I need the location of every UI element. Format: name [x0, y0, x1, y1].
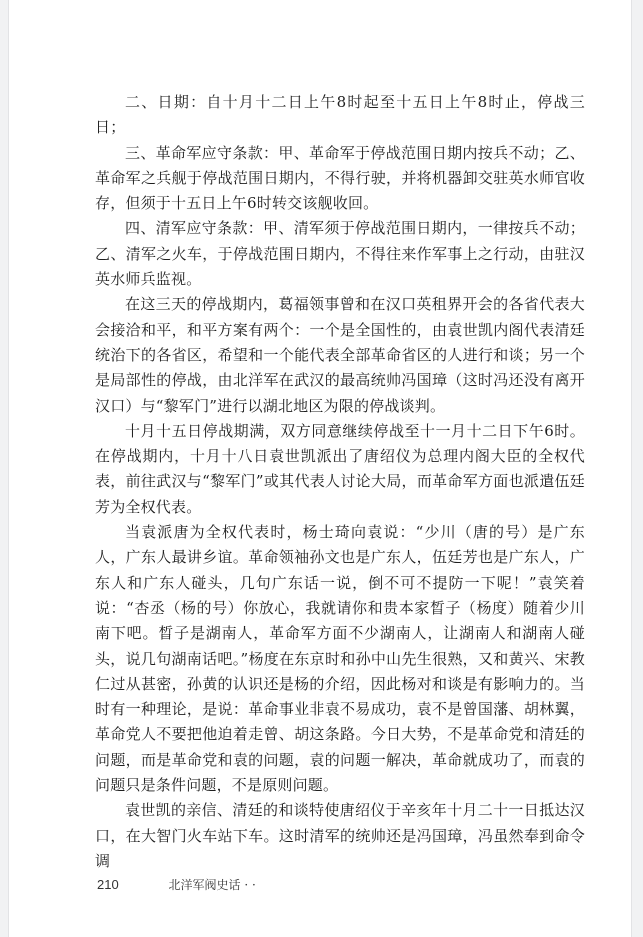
page-number: 210 — [97, 877, 119, 892]
paragraph-peace-proposals: 在这三天的停战期内，葛福领事曾和在汉口英租界开会的各省代表大会接洽和平，和平方案有两个：一个是全国性的，由袁世凯内阁代表清廷统治下的各省区，希望和一个能代表全部革命省区的人进行和谈；另一个是局部性的停战，由北洋军在武汉的最高统帅冯国璋（这时冯还没有离开汉口）与“黎军门”进行以湖北地区为限的停战谈判。 — [95, 295, 585, 415]
paragraph-envoy-appointment: 当袁派唐为全权代表时，杨士琦向袁说：“少川（唐的号）是广东人，广东人最讲乡谊。革命领袖孙文也是广东人，伍廷芳也是广东人，广东人和广东人碰头，几句广东话一说，倒不可不提防一下呢！”袁笑着说：“杏丞（杨的号）你放心，我就请你和贵本家晳子（杨度）随着少川南下吧。晳子是湖南人，革命军方面不少湖南人，让湖南人和湖南人碰头，说几句湖南话吧。”杨度在东京时和孙中山先生很熟，又和黄兴、宋教仁过从甚密，孙黄的认识还是杨的介绍，因此杨对和谈是有影响力的。当时有一种理论，是说：革命事业非袁不易成功，袁不是曾国藩、胡林翼，革命党人不要把他迫着走曾、胡这条路。今日大势，不是革命党和清廷的问题，而是革命党和袁的问题，袁的问题一解决，革命就成功了，而袁的问题只是条件问题，不是原则问题。 — [95, 523, 585, 795]
body-text — [95, 90, 585, 874]
page-footer — [97, 876, 256, 893]
paragraph-ceasefire-date: 二、日期：自十月十二日上午8时起至十五日上午8时止，停战三日； — [95, 93, 585, 137]
paragraph-ceasefire-extension: 十月十五日停战期满，双方同意继续停战至十一月十二日下午6时。在停战期内，十月十八日袁世凯派出了唐绍仪为总理内阁大臣的全权代表，前往武汉与“黎军门”或其代表人讨论大局，而革命军方面也派遣伍廷芳为全权代表。 — [95, 421, 585, 516]
paragraph-tang-arrival: 袁世凯的亲信、清廷的和谈特使唐绍仪于辛亥年十月二十一日抵达汉口，在大智门火车站下车。这时清军的统帅还是冯国璋，冯虽然奉到命令调 — [95, 801, 585, 870]
book-title: 北洋军阀史话 · · — [168, 878, 256, 892]
book-page — [8, 0, 632, 937]
paragraph-revolutionary-terms: 三、革命军应守条款：甲、革命军于停战范围日期内按兵不动；乙、革命军之兵舰于停战范围日期内，不得行驶，并将机器卸交驻英水师官收存，但须于十五日上午6时转交该舰收回。 — [95, 143, 585, 213]
paragraph-qing-terms: 四、清军应守条款：甲、清军须于停战范围日期内，一律按兵不动；乙、清军之火车，于停战范围日期内，不得往来作军事上之行动，由驻汉英水师兵监视。 — [95, 219, 585, 289]
